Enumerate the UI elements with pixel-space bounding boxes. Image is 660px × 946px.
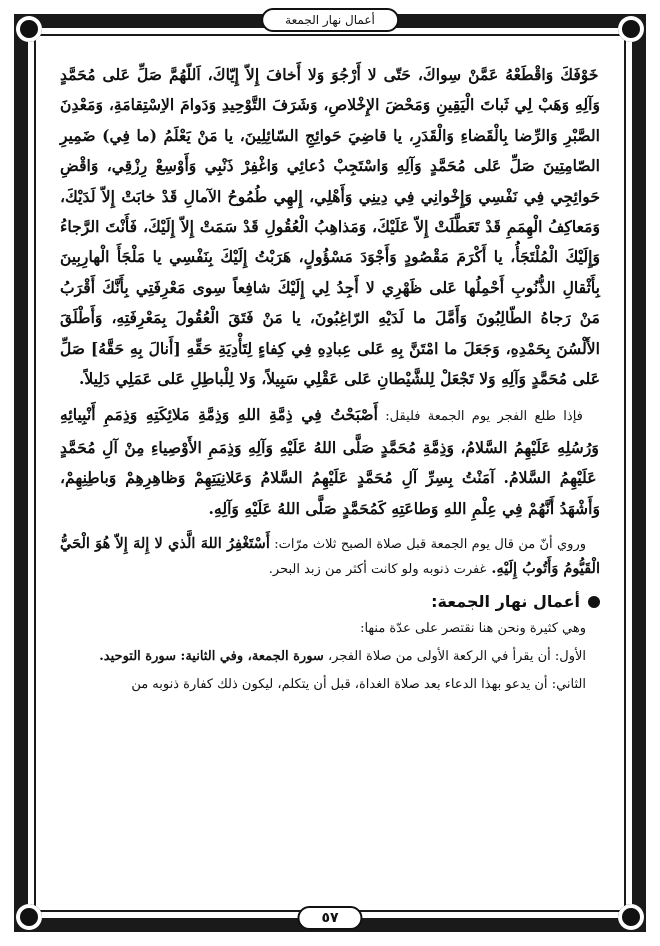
dua-line: فِي) ضَمِيرِ الصّامِتِينَ صَلِّ عَلى مُحَمَّدٍ وَآلِهِ وَاسْتَجِبْ دُعائِي وَاغْفِرْ ذَنْبِي وَأَوْسِعْ رِزْقِي،	[60, 125, 600, 176]
corner-ornament-icon	[618, 904, 644, 930]
dua-paragraph	[60, 60, 600, 394]
list-item	[60, 645, 600, 669]
dua-line: وَمَعْدِنَ الصَّبْرِ وَالرِّضا بِالْقَضاءِ وَالْقَدَرِ، يا قاضِيَ حَوائِجِ السّائِلِينَ، يا مَنْ يَعْلَمُ (ما	[60, 95, 601, 145]
dua-line: مَلْجَأَ الْهارِبِينَ بِأَثْقالِ الذُّنُوبِ أَحْمِلُها عَلى ظَهْرِي لا أَجِدُ لِي إِلَيْكَ شافِعاً سِوى	[60, 247, 600, 297]
item-text-bold: سورة الجمعة، وفي الثانية: سورة التوحيد.	[99, 649, 324, 665]
dua-line: بِمَعْرِفَتِهِ، وَأَطْلَقَ الأَلْسُنَ بِحَمْدِهِ، وَجَعَلَ ما امْتَنَّ بِهِ عَلى عِبادِهِ فِي كِفاءٍ لِتَأْدِيَةِ حَقِّهِ	[60, 308, 601, 358]
narration-text: غفرت ذنوبه ولو كانت أكثر من زبد البحر.	[268, 562, 487, 578]
section-intro: وهي كثيرة ونحن هنا نقتصر على عدّة منها:	[360, 621, 586, 637]
dua-line: عَلى عَمَلِي دَلِيلاً.	[78, 369, 185, 389]
corner-ornament-icon	[16, 16, 42, 42]
list-item	[60, 673, 600, 697]
corner-ornament-icon	[16, 904, 42, 930]
running-header: أعمال نهار الجمعة	[261, 8, 399, 32]
dua-line: [أَنالَ بِهِ حَقَّهُ] صَلِّ عَلى مُحَمَّدٍ وَآلِهِ وَلا تَجْعَلْ لِلشَّيْطانِ عَلى عَقْلِي سَبِيلاً، وَلا لِلْباطِلِ	[60, 338, 600, 389]
narration-text: وروي أنّ من قال يوم الجمعة قبل صلاة الصبح ثلاث مرّات:	[269, 537, 587, 553]
fajr-intro: فإذا طلع الفجر يوم الجمعة فليقل:	[378, 409, 583, 425]
dua-line: وَآلِهِ وَهَبْ لِي ثَباتَ الْيَقِينِ وَمَحْضَ الإِخْلاصِ، وَشَرَفَ التَّوْحِيدِ وَدَوامَ الاِسْتِقامَةِ،	[103, 95, 600, 115]
corner-ornament-icon	[618, 16, 644, 42]
item-text: أن يدعو بهذا الدعاء بعد صلاة الغداة، قبل أن يتكلم، ليكون ذلك كفارة ذنوبه من	[131, 677, 548, 693]
section-title: أعمال نهار الجمعة:	[431, 592, 580, 612]
bullet-icon	[588, 596, 600, 608]
fajr-paragraph	[60, 400, 600, 524]
fajr-line: وَرُسُلِهِ عَلَيْهِمُ السَّلامُ، وَذِمَّةِ مُحَمَّدٍ صَلَّى اللهُ عَلَيْهِ وَآلِهِ وَذِمَمِ الأَوْصِياءِ مِنْ آلِ مُحَمَّدٍ	[60, 437, 599, 457]
fajr-line: أَصْبَحْتُ فِي ذِمَّةِ اللهِ وَذِمَّةِ مَلائِكَتِهِ وَذِمَمِ أَنْبِيائِهِ	[60, 405, 378, 425]
istighfar-text: أَسْتَغْفِرُ اللهَ الَّذي لا إِلهَ إِلاّ هُوَ الْحَيُّ الْقَيُّومُ وَأَتُوبُ إِلَيْهِ.	[60, 535, 600, 578]
narration-paragraph	[60, 532, 600, 582]
dua-line: لَدَيْكَ، وَمَعاكِفُ الْهِمَمِ قَدْ تَعَطَّلَتْ إِلاّ عَلَيْكَ، وَمَذاهِبُ الْعُقُولِ قَدْ سَمَتْ إِلاّ إِلَيْكَ،	[60, 186, 601, 237]
dua-line: خَوْفَكَ وَاقْطَعْهُ عَمَّنْ سِواكَ، حَتّى لا أَرْجُوَ وَلا أَخافَ إِلاّ إِيّاكَ، اَللّهُمَّ صَلِّ عَلى مُحَمَّدٍ	[60, 65, 599, 84]
dua-line: مَعْرِفَتِي بِأَنَّكَ أَقْرَبُ مَنْ رَجاهُ الطّالِبُونَ وَأَمَّلَ ما لَدَيْهِ الرّاغِبُونَ، يا مَنْ فَتَقَ الْعُقُولَ	[60, 277, 600, 328]
page-number: ٥٧	[297, 906, 362, 930]
item-label: الأول:	[550, 649, 586, 665]
page-content	[60, 60, 600, 900]
dua-line: وَاقْضِ حَوائِجِي فِي نَفْسِي وَإِخْوانِي فِي دِينِي وَأَهْلِي، إِلهِي طُمُوحُ الآمالِ قَدْ خابَتْ إِلاّ	[60, 156, 600, 206]
section-heading	[60, 592, 600, 611]
fajr-line: عَلَيْهِمُ السَّلامُ. آمَنْتُ بِسِرِّ آلِ مُحَمَّدٍ عَلَيْهِمُ السَّلامُ وَعَلانِيَتِهِمْ وَظاهِرِهِمْ وَباطِنِهِمْ،	[60, 468, 597, 488]
fajr-line: وَأَشْهَدُ أَنَّهُمْ فِي عِلْمِ اللهِ وَطاعَتِهِ كَمُحَمَّدٍ صَلَّى اللهُ عَلَيْهِ وَآلِهِ.	[208, 498, 600, 518]
item-label: الثاني:	[547, 677, 586, 693]
item-text: أن يقرأ في الركعة الأولى من صلاة الفجر،	[323, 649, 551, 665]
dua-line: فَأَنْتَ الرَّجاءُ وَإِلَيْكَ الْمُلْتَجَأُ، يا أَكْرَمَ مَقْصُودٍ وَأَجْوَدَ مَسْؤُولٍ، هَرَبْتُ إِلَيْكَ بِنَفْسِي يا	[60, 217, 600, 267]
